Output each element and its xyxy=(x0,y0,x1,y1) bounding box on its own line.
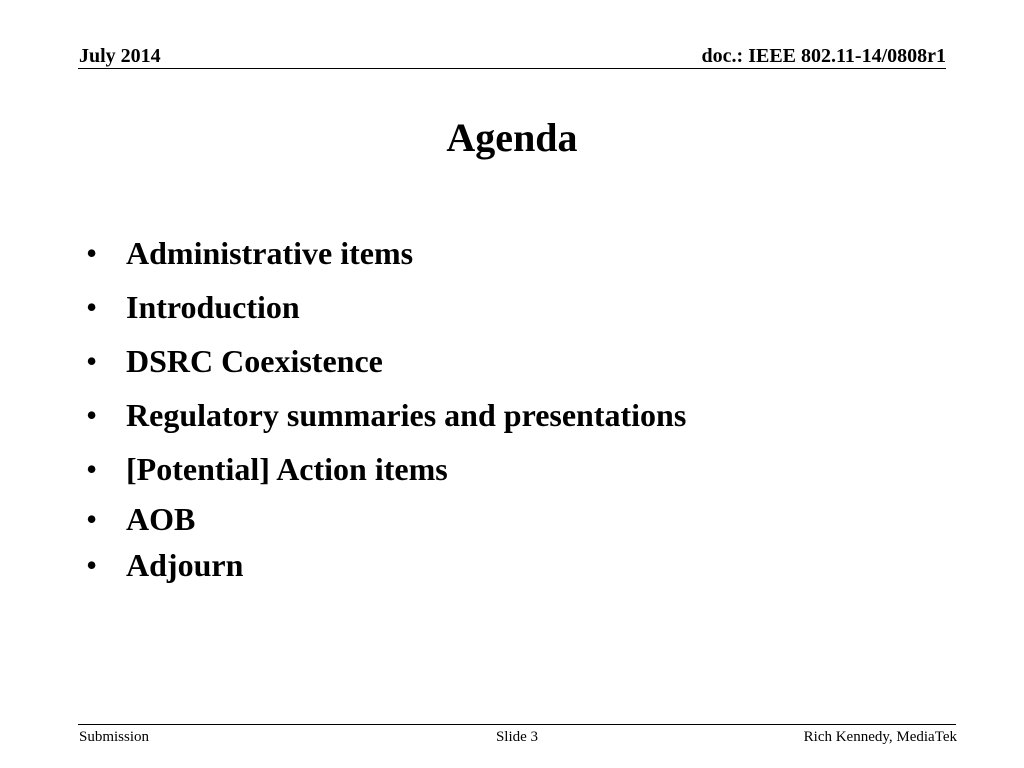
bullet-icon: • xyxy=(86,397,98,433)
agenda-item-dsrc xyxy=(86,334,686,388)
agenda-item-administrative xyxy=(86,226,686,280)
agenda-item-introduction xyxy=(86,280,686,334)
footer-slide-number: Slide 3 xyxy=(495,729,539,745)
agenda-item-regulatory xyxy=(86,388,686,442)
slide-title: Agenda xyxy=(446,115,578,160)
bullet-icon: • xyxy=(86,451,98,487)
agenda-item-adjourn xyxy=(86,542,686,588)
agenda-item-label: DSRC Coexistence xyxy=(126,343,383,379)
bullet-icon: • xyxy=(86,289,98,325)
bullet-icon: • xyxy=(86,501,98,537)
header-date: July 2014 xyxy=(79,45,161,67)
agenda-item-label: Adjourn xyxy=(126,547,244,583)
bullet-icon: • xyxy=(86,343,98,379)
bullet-icon: • xyxy=(86,547,98,583)
header-divider xyxy=(78,68,946,69)
agenda-item-action-items xyxy=(86,442,686,496)
agenda-item-label: AOB xyxy=(126,501,196,537)
agenda-item-label: Introduction xyxy=(126,289,300,325)
bullet-icon: • xyxy=(86,235,98,271)
footer-divider xyxy=(78,724,956,725)
footer-submission: Submission xyxy=(79,729,150,745)
header-doc-id: doc.: IEEE 802.11-14/0808r1 xyxy=(701,45,946,67)
agenda-item-label: Regulatory summaries and presentations xyxy=(126,397,687,433)
agenda-item-label: Administrative items xyxy=(126,235,414,271)
agenda-list xyxy=(86,226,686,588)
footer-author: Rich Kennedy, MediaTek xyxy=(803,729,957,745)
agenda-item-aob xyxy=(86,496,686,542)
agenda-item-label: [Potential] Action items xyxy=(126,451,448,487)
